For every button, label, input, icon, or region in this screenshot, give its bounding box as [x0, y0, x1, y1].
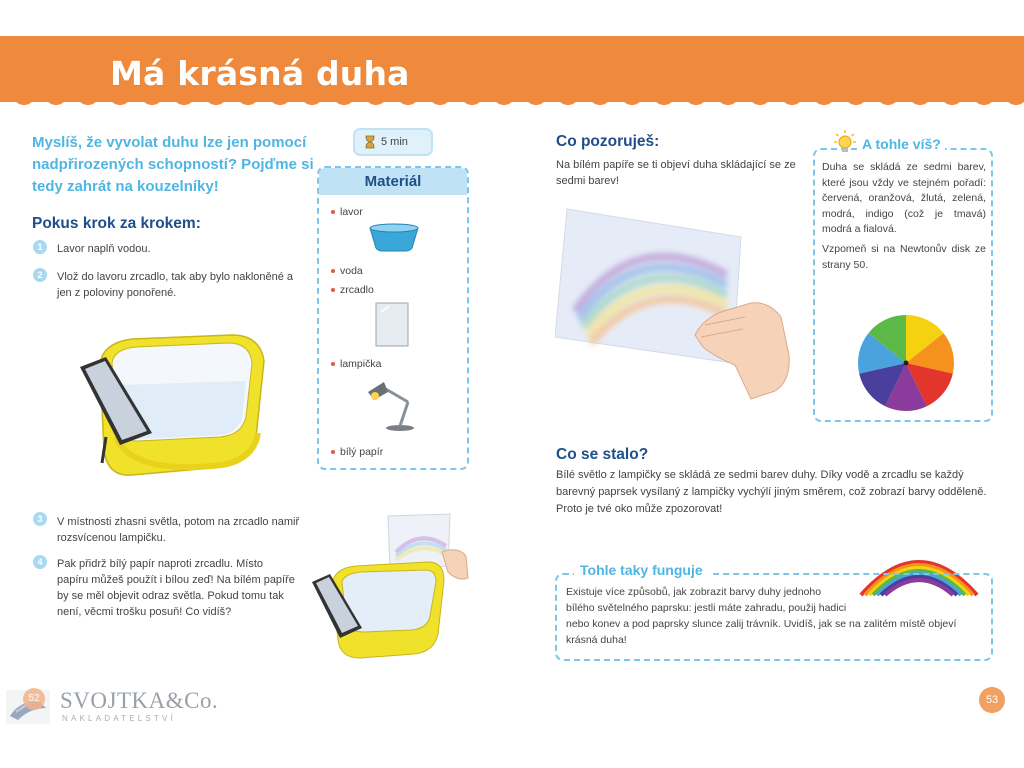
disk-center — [904, 361, 909, 366]
hourglass-icon — [365, 135, 375, 149]
timer-badge — [353, 128, 433, 156]
material-item: bílý papír — [331, 446, 383, 458]
what-happened-text: Bílé světlo z lampičky se skládá ze sedmi barev duhy. Díky vodě a zrcadlu se každý barevný paprsek vysílaný z lampičky vychýlí jiným směrem, což zobrazí barvy odděleně. Proto je tvé oko může zpozorovat! — [556, 469, 987, 515]
top-strip — [0, 0, 1024, 36]
step-number-2: 2 — [33, 268, 47, 282]
also-works-title: Tohle taky funguje — [574, 562, 709, 578]
material-item: lampička — [331, 358, 381, 370]
steps-heading: Pokus krok za krokem: — [32, 215, 201, 232]
step-number-3: 3 — [33, 512, 47, 526]
publisher-logo: SVOJTKA&Co. — [60, 688, 219, 713]
basin-icon — [368, 222, 420, 252]
also-works-line-2: bílého světelného paprsku: jestli máte zahradu, použij hadici — [566, 602, 847, 614]
material-heading: Materiál — [319, 168, 467, 195]
basin-with-mirror-illustration — [72, 325, 272, 490]
also-works-line-3: nebo konev a pod paprsky slunce zalij trávník. Uvidíš, jak se na zalitém místě objeví krásná duha! — [566, 618, 957, 646]
material-item: zrcadlo — [331, 284, 374, 296]
step-number-4: 4 — [33, 555, 47, 569]
material-item: lavor — [331, 206, 363, 218]
also-works-line-1: Existuje více způsobů, jak zobrazit barvy duhy jednoho — [566, 586, 822, 598]
material-item: voda — [331, 265, 363, 277]
page-title: Má krásná duha — [110, 54, 410, 93]
header-wave — [0, 96, 1024, 112]
publisher-logo-subtitle: NAKLADATELSTVÍ — [62, 714, 177, 723]
did-you-know-text: Duha se skládá ze sedmi barev, které jsou vždy ve stejném pořadí: červená, oranžová, žlutá, zelená, modrá, indigo (což je tmavá) modrá a fialová. — [822, 161, 986, 235]
basin-paper-illustration — [310, 512, 475, 662]
did-you-know-text-2: Vzpomeň si na Newtonův disk ze strany 50. — [822, 243, 986, 271]
desk-lamp-icon — [364, 376, 422, 432]
paper-rainbow-illustration — [555, 205, 795, 400]
step-text-3: V místnosti zhasni světla, potom na zrcadlo namiř rozsvícenou lampičku. — [57, 516, 300, 544]
page-number-left: 52 — [23, 688, 45, 710]
lightbulb-icon — [834, 130, 856, 154]
what-happened-heading: Co se stalo? — [556, 446, 649, 463]
step-text-1: Lavor naplň vodou. — [57, 243, 151, 255]
intro-text: Myslíš, že vyvolat duhu lze jen pomocí nadpřirozených schopností? Pojďme si tedy zahrát na kouzelníky! — [32, 134, 314, 195]
step-text-2: Vlož do lavoru zrcadlo, tak aby bylo nakloněné a jen z poloviny ponořené. — [57, 271, 294, 299]
newton-disk — [856, 313, 956, 413]
step-number-1: 1 — [33, 240, 47, 254]
observe-text: Na bílém papíře se ti objeví duha skládající se ze sedmi barev! — [556, 159, 796, 187]
step-text-4: Pak přidrž bílý papír naproti zrcadlu. Místo papíru můžeš použít i bílou zeď! Na bílém papíře by se měl objevit odraz světla. Pokud tomu tak není, věcmi trošku posuň! Co vidíš? — [57, 558, 295, 618]
timer-label: 5 min — [381, 136, 408, 148]
mirror-icon — [375, 302, 409, 347]
page-number-right: 53 — [979, 687, 1005, 713]
observe-heading: Co pozoruješ: — [556, 133, 660, 150]
did-you-know-title: A tohle víš? — [858, 136, 945, 152]
